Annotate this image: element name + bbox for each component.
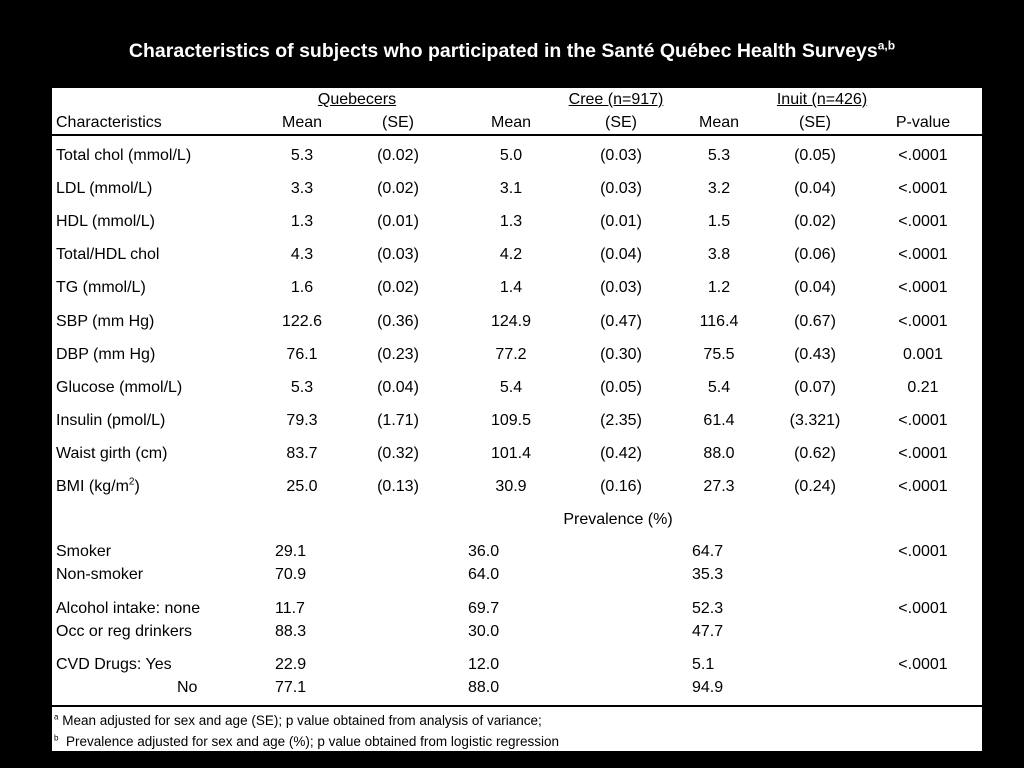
- table-cell: <.0001: [898, 213, 948, 231]
- table-cell: 3.2: [707, 180, 731, 198]
- table-cell: 5.3: [290, 147, 314, 164]
- prevalence-cell: 36.0: [468, 543, 500, 560]
- prevalence-row-label: No: [177, 679, 198, 696]
- prevalence-cell: 77.1: [275, 679, 307, 696]
- prevalence-cell: 30.0: [468, 623, 500, 640]
- table-cell: 88.0: [703, 444, 735, 462]
- table-cell: 1.4: [499, 279, 523, 297]
- prevalence-cell: 70.9: [275, 566, 307, 583]
- table-cell: (0.02): [377, 279, 419, 297]
- row-label: [56, 246, 159, 264]
- prevalence-cell: 47.7: [692, 623, 724, 640]
- table-cell: 61.4: [703, 411, 735, 429]
- footnote: [54, 712, 542, 730]
- row-label-text: BMI (kg/m: [56, 478, 129, 495]
- slide-title-text: Characteristics of subjects who participated in the Santé Québec Health Surveys: [128, 40, 878, 62]
- table-cell: (0.04): [377, 378, 419, 396]
- table-cell: <.0001: [898, 478, 948, 495]
- table-cell: (2.35): [600, 411, 642, 429]
- table-cell: (0.04): [794, 180, 836, 198]
- table-cell: (0.23): [377, 345, 419, 363]
- slide-title-superscript: a,b: [877, 38, 896, 53]
- table-cell: <.0001: [898, 147, 948, 164]
- row-label: [56, 346, 155, 364]
- table-cell: 30.9: [495, 478, 527, 495]
- prevalence-cell: 94.9: [692, 679, 724, 696]
- column-header: (SE): [382, 114, 414, 131]
- table-cell: (0.03): [600, 279, 642, 297]
- table-cell: 116.4: [699, 312, 739, 330]
- table-cell: (0.06): [794, 246, 836, 264]
- footnote-text: Prevalence adjusted for sex and age (%); p value obtained from logistic regression: [58, 734, 559, 749]
- table-cell: (0.03): [600, 180, 642, 198]
- table-cell: 109.5: [490, 411, 532, 429]
- table-cell: 5.0: [499, 147, 523, 164]
- table-cell: 1.3: [499, 213, 523, 231]
- table-cell: (0.04): [794, 279, 836, 297]
- prevalence-row-label: Non-smoker: [56, 566, 144, 583]
- row-label-text: Insulin (pmol/L): [56, 411, 166, 429]
- column-header-characteristics: Characteristics: [56, 114, 162, 131]
- column-header: (SE): [605, 114, 637, 131]
- prevalence-cell: 12.0: [468, 656, 500, 673]
- table-cell: 27.3: [703, 478, 735, 495]
- row-label-text: DBP (mm Hg): [56, 345, 156, 363]
- prevalence-cell: 35.3: [692, 566, 724, 583]
- prevalence-row-label: Smoker: [56, 543, 112, 560]
- footnote-mark: a: [54, 712, 59, 722]
- prevalence-cell: 64.7: [692, 543, 724, 560]
- row-label-text: Glucose (mmol/L): [56, 378, 183, 396]
- table-cell: 3.8: [707, 246, 731, 264]
- table-cell: 75.5: [703, 345, 735, 363]
- table-cell: 79.3: [286, 411, 318, 429]
- row-label-end: ): [134, 478, 140, 495]
- table-cell: 101.4: [490, 444, 532, 462]
- prevalence-p-value: <.0001: [898, 656, 948, 673]
- table-cell: <.0001: [898, 180, 948, 198]
- table-cell: <.0001: [898, 312, 948, 330]
- prevalence-p-value: <.0001: [898, 600, 948, 617]
- table-cell: (0.02): [377, 147, 419, 164]
- row-label: [56, 180, 152, 198]
- prevalence-row-label: Alcohol intake: none: [56, 600, 201, 617]
- table-cell: (0.05): [600, 378, 642, 396]
- prevalence-cell: 29.1: [275, 543, 307, 560]
- group-header: Quebecers: [317, 91, 397, 108]
- table-cell: 1.2: [707, 279, 731, 297]
- table-cell: 76.1: [286, 345, 318, 363]
- table-cell: <.0001: [898, 411, 948, 429]
- row-label-text: HDL (mmol/L): [56, 213, 155, 231]
- row-label: [56, 412, 165, 430]
- row-label: [56, 445, 167, 463]
- table-cell: (0.05): [794, 147, 836, 164]
- table-cell: (0.01): [377, 213, 419, 231]
- table-cell: 1.3: [290, 213, 314, 231]
- table-cell: <.0001: [898, 279, 948, 297]
- prevalence-header: Prevalence (%): [563, 511, 673, 528]
- table-cell: 4.2: [499, 246, 523, 264]
- prevalence-row-label: Occ or reg drinkers: [56, 623, 193, 640]
- table-cell: (0.62): [794, 444, 836, 462]
- characteristics-table: [52, 88, 982, 751]
- table-cell: (0.32): [377, 444, 419, 462]
- table-cell: (0.03): [377, 246, 419, 264]
- table-cell: 77.2: [495, 345, 527, 363]
- row-label-text: LDL (mmol/L): [56, 180, 153, 198]
- table-cell: 122.6: [281, 312, 323, 330]
- row-label-text: Total chol (mmol/L): [56, 147, 192, 164]
- row-label-superscript: 2: [128, 476, 135, 488]
- table-cell: (3.321): [789, 411, 841, 429]
- column-header: (SE): [799, 114, 831, 131]
- table-cell: (0.30): [600, 345, 642, 363]
- table-cell: (0.24): [794, 478, 836, 495]
- row-label-text: Total/HDL chol: [56, 246, 160, 264]
- table-cell: (0.67): [794, 312, 836, 330]
- row-label: [56, 147, 191, 165]
- column-header: P-value: [895, 114, 951, 131]
- table-cell: (0.42): [600, 444, 642, 462]
- table-cell: 5.4: [707, 378, 731, 396]
- row-label: [56, 213, 155, 231]
- table-cell: 4.3: [290, 246, 314, 264]
- table-cell: (0.02): [794, 213, 836, 231]
- prevalence-cell: 52.3: [692, 600, 724, 617]
- table-cell: (0.02): [377, 180, 419, 198]
- column-header: Mean: [490, 114, 532, 131]
- footnote: [54, 733, 559, 751]
- table-cell: (0.43): [794, 345, 836, 363]
- table-cell: (0.36): [377, 312, 419, 330]
- row-label: [56, 279, 146, 297]
- table-cell: 124.9: [490, 312, 532, 330]
- table-cell: 3.3: [290, 180, 314, 198]
- table-cell: (0.04): [600, 246, 642, 264]
- prevalence-cell: 5.1: [692, 656, 715, 673]
- footnote-text: Mean adjusted for sex and age (SE); p value obtained from analysis of variance;: [58, 713, 542, 728]
- table-cell: 1.5: [707, 213, 731, 231]
- table-cell: (0.03): [600, 147, 642, 164]
- group-header: Cree (n=917): [568, 91, 664, 108]
- prevalence-cell: 88.3: [275, 623, 307, 640]
- table-cell: (0.07): [794, 378, 836, 396]
- footnote-mark: b: [54, 733, 59, 743]
- prevalence-cell: 11.7: [275, 600, 305, 617]
- prevalence-cell: 64.0: [468, 566, 500, 583]
- prevalence-cell: 69.7: [468, 600, 500, 617]
- table-cell: 0.21: [907, 378, 939, 396]
- table-cell: 3.1: [499, 180, 523, 198]
- row-label-text: TG (mmol/L): [56, 279, 146, 297]
- table-cell: 5.3: [290, 378, 314, 396]
- table-cell: 83.7: [286, 444, 318, 462]
- row-label: [56, 313, 154, 331]
- row-label-text: SBP (mm Hg): [56, 312, 155, 330]
- table-cell: (0.47): [600, 312, 642, 330]
- prevalence-cell: 88.0: [468, 679, 500, 696]
- table-cell: (0.16): [600, 478, 642, 495]
- group-header: Inuit (n=426): [776, 91, 868, 108]
- table-cell: 5.3: [707, 147, 731, 164]
- slide-title: [0, 40, 1024, 63]
- table-cell: (0.01): [600, 213, 642, 231]
- prevalence-p-value: <.0001: [898, 543, 948, 560]
- table-cell: (1.71): [377, 411, 419, 429]
- table-cell: 5.4: [499, 378, 523, 396]
- prevalence-cell: 22.9: [275, 656, 307, 673]
- prevalence-row-label: CVD Drugs: Yes: [56, 656, 172, 673]
- row-label: [56, 379, 182, 397]
- table-cell: (0.13): [377, 478, 419, 495]
- footnote-rule: [52, 705, 982, 707]
- table-cell: 0.001: [902, 345, 944, 363]
- header-rule: [52, 134, 982, 136]
- table-cell: 25.0: [286, 478, 318, 495]
- row-label: [56, 478, 140, 496]
- table-cell: <.0001: [898, 444, 948, 462]
- table-cell: <.0001: [898, 246, 948, 264]
- row-label-text: Waist girth (cm): [56, 444, 168, 462]
- column-header: Mean: [698, 114, 740, 131]
- column-header: Mean: [281, 114, 323, 131]
- table-cell: 1.6: [290, 279, 314, 297]
